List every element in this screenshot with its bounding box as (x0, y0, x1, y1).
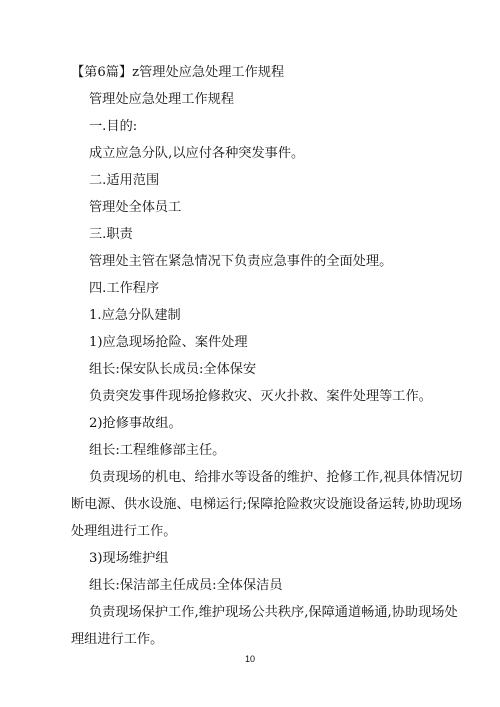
document-heading: 【第6篇】z管理处应急处理工作规程 (71, 65, 285, 80)
team-1-duties: 负责突发事件现场抢修救灾、灭火扑救、案件处理等工作。 (89, 389, 432, 404)
team-3-duties-line-1: 负责现场保护工作,维护现场公共秩序,保障通道畅通,协助现场处 (89, 605, 458, 620)
team-1-members: 组长:保安队长成员:全体保安 (89, 362, 257, 377)
purpose-text: 成立应急分队,以应付各种突发事件。 (89, 146, 305, 161)
team-1-heading: 1)应急现场抢险、案件处理 (89, 335, 248, 350)
procedure-subheading: 1.应急分队建制 (89, 308, 181, 323)
scope-text: 管理处全体员工 (89, 200, 182, 215)
team-2-duties-line-2: 断电源、供水设施、电梯运行;保障抢险救灾设施设备运转,协助现场 (71, 497, 463, 512)
page-number: 10 (244, 654, 255, 664)
section-scope-heading: 二.适用范围 (89, 173, 160, 188)
team-3-heading: 3)现场维护组 (89, 551, 169, 566)
section-purpose-heading: 一.目的: (89, 119, 138, 134)
document-title: 管理处应急处理工作规程 (89, 92, 235, 107)
team-3-duties-line-2: 理组进行工作。 (71, 632, 164, 647)
team-2-heading: 2)抢修事故组。 (89, 416, 182, 431)
team-2-leader: 组长:工程维修部主任。 (89, 443, 226, 458)
team-2-duties-line-3: 处理组进行工作。 (71, 524, 177, 539)
section-duties-heading: 三.职责 (89, 227, 133, 242)
section-procedure-heading: 四.工作程序 (89, 281, 160, 296)
team-3-members: 组长:保洁部主任成员:全体保洁员 (89, 578, 283, 593)
duties-text: 管理处主管在紧急情况下负责应急事件的全面处理。 (89, 254, 393, 269)
team-2-duties-line-1: 负责现场的机电、给排水等设备的维护、抢修工作,视具体情况切 (89, 470, 463, 485)
